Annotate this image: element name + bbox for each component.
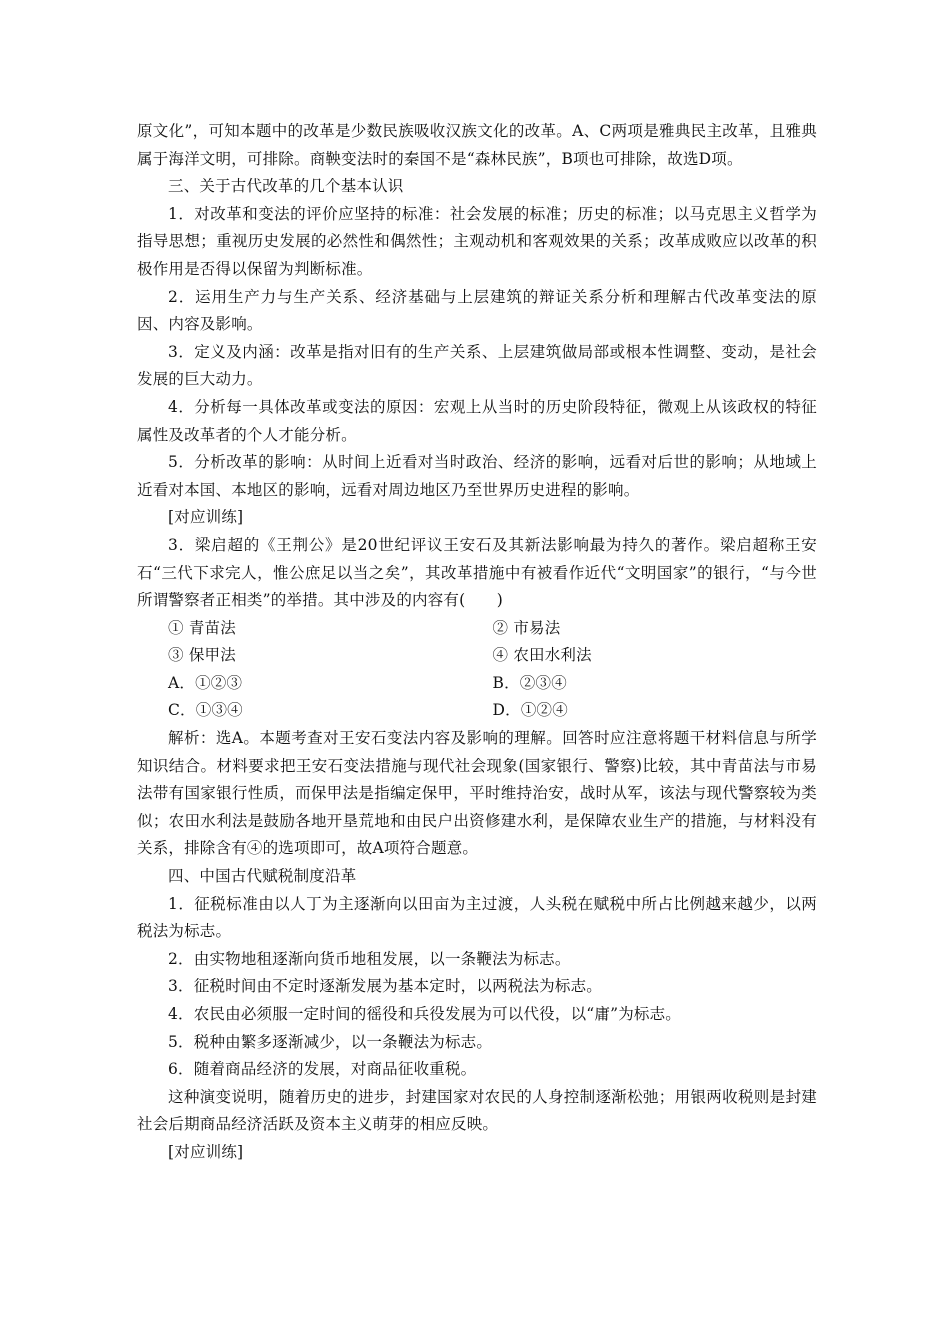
tax-point-1: 1．征税标准由以人丁为主逐渐向以田亩为主过渡，人头税在赋税中所占比例越来越少，以两税法为标志。 xyxy=(137,894,817,941)
option-item: ② 市易法 xyxy=(492,618,561,637)
choice-b: B．②③④ xyxy=(492,673,567,692)
conclusion-paragraph: 这种演变说明，随着历史的进步，封建国家对农民的人身控制逐渐松弛；用银两收税则是封建社会后期商品经济活跃及资本主义萌芽的相应反映。 xyxy=(137,1087,817,1134)
reform-point-3: 3．定义及内涵：改革是指对旧有的生产关系、上层建筑做局部或根本性调整、变动，是社会发展的巨大动力。 xyxy=(137,342,817,389)
choice-a: A．①②③ xyxy=(168,673,243,692)
question-3: 3．梁启超的《王荆公》是20世纪评议王安石及其新法影响最为持久的著作。梁启超称王安石“三代下求完人，惟公庶足以当之矣”，其改革措施中有被看作近代“文明国家”的银行，“与今世所谓警察者正相类”的举措。其中涉及的内容有( ) xyxy=(137,535,817,610)
tax-point-5: 5．税种由繁多逐渐减少，以一条鞭法为标志。 xyxy=(168,1032,493,1051)
tax-point-4: 4．农民由必须服一定时间的徭役和兵役发展为可以代役，以“庸”为标志。 xyxy=(168,1005,682,1023)
training-label: [对应训练] xyxy=(168,1142,244,1161)
section-heading-reform: 三、关于古代改革的几个基本认识 xyxy=(168,177,404,196)
choice-c: C．①③④ xyxy=(168,701,243,720)
tax-point-6: 6．随着商品经济的发展，对商品征收重税。 xyxy=(168,1060,477,1079)
training-label: [对应训练] xyxy=(168,508,244,527)
document-body xyxy=(137,118,817,1167)
paragraph-answer-continuation: 原文化”，可知本题中的改革是少数民族吸收汉族文化的改革。A、C两项是雅典民主改革，且雅典属于海洋文明，可排除。商鞅变法时的秦国不是“森林民族”，B项也可排除，故选D项。 xyxy=(137,122,817,168)
option-row xyxy=(137,642,817,670)
section-heading-tax: 四、中国古代赋税制度沿革 xyxy=(168,867,357,886)
option-item: ③ 保甲法 xyxy=(168,646,236,665)
reform-point-5: 5．分析改革的影响：从时间上近看对当时政治、经济的影响，远看对后世的影响；从地域上近看对本国、本地区的影响，远看对周边地区乃至世界历史进程的影响。 xyxy=(137,453,817,499)
reform-point-2: 2．运用生产力与生产关系、经济基础与上层建筑的辩证关系分析和理解古代改革变法的原因、内容及影响。 xyxy=(137,287,817,334)
option-item: ④ 农田水利法 xyxy=(492,646,592,665)
choice-d: D．①②④ xyxy=(492,701,568,720)
option-row xyxy=(137,615,817,643)
option-item: ① 青苗法 xyxy=(168,618,236,637)
tax-point-3: 3．征税时间由不定时逐渐发展为基本定时，以两税法为标志。 xyxy=(168,977,602,996)
choice-row xyxy=(137,697,817,725)
reform-point-4: 4．分析每一具体改革或变法的原因：宏观上从当时的历史阶段特征，微观上从该政权的特征属性及改革者的个人才能分析。 xyxy=(137,397,817,444)
reform-point-1: 1．对改革和变法的评价应坚持的标准：社会发展的标准；历史的标准；以马克思主义哲学为指导思想；重视历史发展的必然性和偶然性；主观动机和客观效果的关系；改革成败应以改革的积极作用是否得以保留为判断标准。 xyxy=(137,204,817,278)
analysis-paragraph: 解析：选A。本题考查对王安石变法内容及影响的理解。回答时应注意将题干材料信息与所学知识结合。材料要求把王安石变法措施与现代社会现象(国家银行、警察)比较，其中青苗法与市易法带有国家银行性质，而保甲法是指编定保甲，平时维持治安，战时从军，该法与现代警察较为类似；农田水利法是鼓励各地开垦荒地和由民户出资修建水利，是保障农业生产的措施，与材料没有关系，排除含有④的选项即可，故A项符合题意。 xyxy=(137,729,817,858)
tax-point-2: 2．由实物地租逐渐向货币地租发展，以一条鞭法为标志。 xyxy=(168,949,571,968)
choice-row xyxy=(137,670,817,698)
